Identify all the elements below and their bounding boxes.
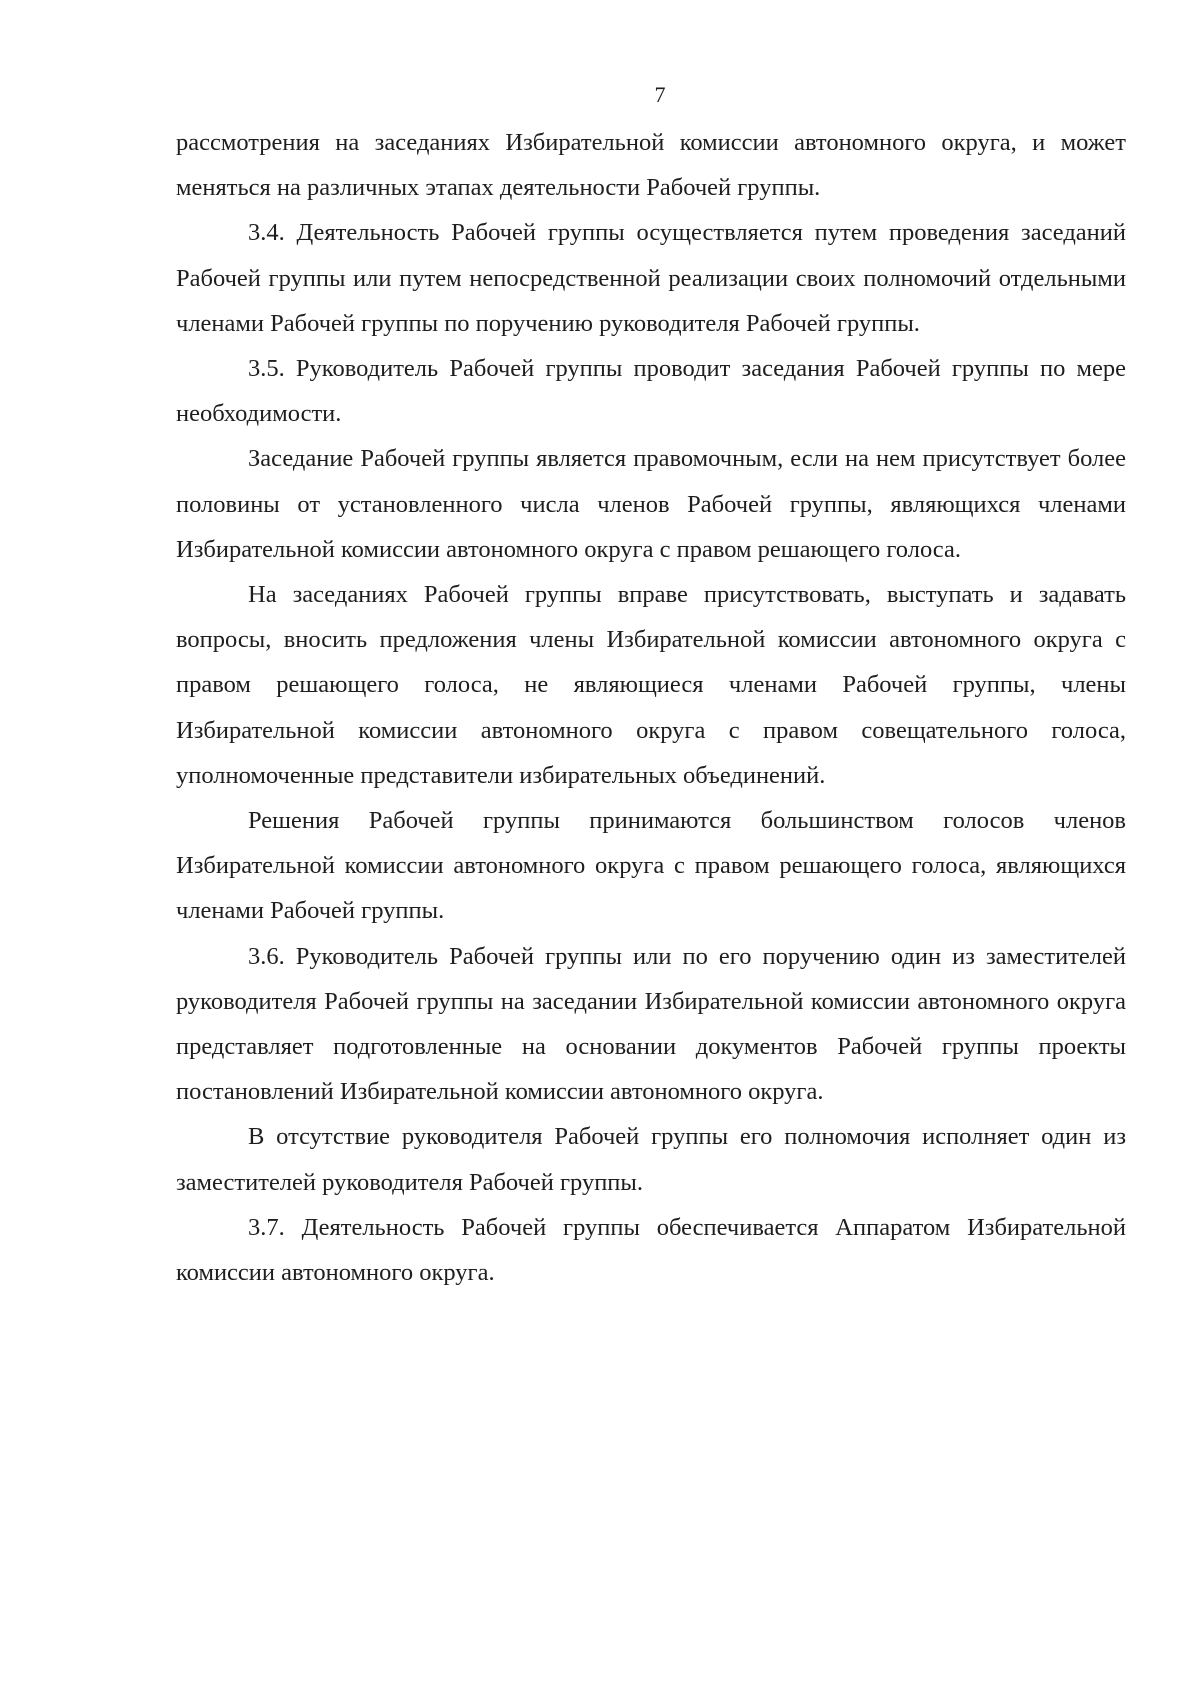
paragraph-attendance: На заседаниях Рабочей группы вправе присутствовать, выступать и задавать вопросы, вносить предложения члены Избирательной комиссии автономного округа с правом решающего голоса, не являющиеся членами Рабочей группы, члены Избирательной комиссии автономного округа с правом совещательного голоса, уполномоченные представители избирательных объединений. [176, 581, 1126, 789]
paragraph-quorum: Заседание Рабочей группы является правомочным, если на нем присутствует более половины от установленного числа членов Рабочей группы, являющихся членами Избирательной комиссии автономного округа с правом решающего голоса. [176, 445, 1126, 563]
document-body [176, 120, 1126, 1295]
paragraph-decisions: Решения Рабочей группы принимаются большинством голосов членов Избирательной комиссии автономного округа с правом решающего голоса, являющихся членами Рабочей группы. [176, 807, 1126, 925]
paragraph-3-6: 3.6. Руководитель Рабочей группы или по его поручению один из заместителей руководителя Рабочей группы на заседании Избирательной комиссии автономного округа представляет подготовленные на основании документов Рабочей группы проекты постановлений Избирательной комиссии автономного округа. [176, 942, 1126, 1106]
paragraph-absence: В отсутствие руководителя Рабочей группы его полномочия исполняет один из заместителей руководителя Рабочей группы. [176, 1123, 1126, 1196]
paragraph-3-4: 3.4. Деятельность Рабочей группы осуществляется путем проведения заседаний Рабочей группы или путем непосредственной реализации своих полномочий отдельными членами Рабочей группы по поручению руководителя Рабочей группы. [176, 219, 1126, 337]
paragraph-3-5: 3.5. Руководитель Рабочей группы проводит заседания Рабочей группы по мере необходимости. [176, 355, 1126, 428]
page-number: 7 [654, 82, 666, 107]
paragraph-continuation: рассмотрения на заседаниях Избирательной комиссии автономного округа, и может меняться на различных этапах деятельности Рабочей группы. [176, 129, 1126, 202]
paragraph-3-7: 3.7. Деятельность Рабочей группы обеспечивается Аппаратом Избирательной комиссии автономного округа. [176, 1213, 1126, 1287]
